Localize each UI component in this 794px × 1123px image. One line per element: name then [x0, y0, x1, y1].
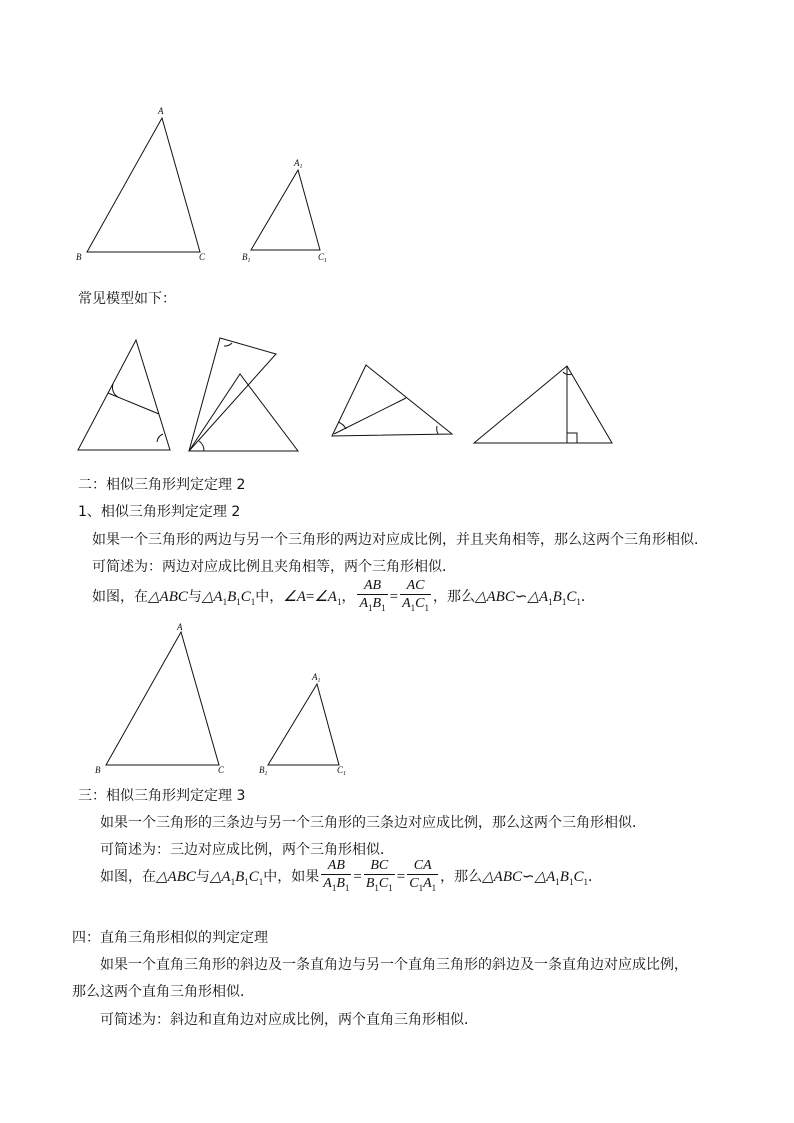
model-2 [189, 338, 298, 451]
triangle-abc [87, 118, 200, 252]
section3-statement: 如果一个三角形的三条边与另一个三角形的三条边对应成比例，那么这两个三角形相似． [100, 815, 646, 831]
label-c1: $C_1$ [337, 765, 347, 777]
section2-example: 如图，在△ABC与$\triangle A_1B_1C_1$中，$\angle A=\angle A_1$， $\frac{AB}{A_1B_1}$ = $\frac{AC}{A_1C_1}$ ，那么$\triangle ABC∽\triangle A_1B_1C_1$． [92, 577, 595, 620]
model-3 [332, 365, 452, 436]
triangle-a1b1c1 [251, 170, 320, 250]
fraction-bc: $\frac{BC}{B_1C_1}$ [365, 858, 393, 893]
section2-title: 二：相似三角形判定定理 2 [78, 477, 246, 493]
section2-item: 1、相似三角形判定定理 2 [78, 504, 241, 520]
label-a1: $A_1$ [312, 672, 321, 684]
model-1 [78, 340, 170, 450]
section4-statement-line1: 如果一个直角三角形的斜边及一条直角边与另一个直角三角形的斜边及一条直角边对应成比例， [100, 957, 688, 973]
models-label: 常见模型如下： [78, 291, 176, 307]
label-a: A [158, 106, 164, 116]
section3-title: 三：相似三角形判定定理 3 [78, 788, 246, 804]
tri-a1b1c1: $\triangle A_1B_1C_1$ [201, 588, 256, 607]
label-a1: $A_1$ [294, 158, 303, 170]
section4-title: 四：直角三角形相似的判定定理 [72, 930, 268, 946]
figure-similar-triangles-1 [0, 100, 794, 270]
fraction-ca: $\frac{CA}{C_1A_1}$ [409, 858, 437, 893]
label-b: B [76, 252, 82, 262]
section3-brief: 可简述为：三边对应成比例，两个三角形相似． [100, 842, 394, 858]
section3-example: 如图，在△ABC与$\triangle A_1B_1C_1$中，如果 $\frac{AB}{A_1B_1}$ = $\frac{BC}{B_1C_1}$ = $\frac{CA}{C_1A_1}$ ，那么$\triangle ABC∽\triangle A_1B_1C_1$． [100, 857, 602, 900]
fraction-ac: $\frac{AC}{A_1C_1}$ [402, 578, 429, 613]
model-4 [474, 366, 612, 443]
section4-brief: 可简述为：斜边和直角边对应成比例，两个直角三角形相似． [100, 1012, 478, 1028]
label-b1: $B_1$ [259, 765, 268, 777]
section4-statement-line2: 那么这两个直角三角形相似． [72, 984, 254, 1000]
section2-statement: 如果一个三角形的两边与另一个三角形的两边对应成比例，并且夹角相等，那么这两个三角形相似． [92, 532, 708, 548]
tri-abc: △ABC [148, 588, 188, 605]
fraction-ab: $\frac{AB}{A_1B_1}$ [359, 578, 386, 613]
label-a: A [177, 622, 183, 632]
figure-common-models [0, 330, 794, 460]
label-c1: $C_1$ [318, 252, 328, 264]
triangle-a1b1c1 [268, 684, 339, 765]
fraction-ab: $\frac{AB}{A_1B_1}$ [323, 858, 350, 893]
label-c: C [199, 252, 206, 262]
label-b1: $B_1$ [242, 252, 251, 264]
triangle-abc [106, 632, 219, 765]
label-b: B [95, 765, 101, 775]
figure-similar-triangles-2 [0, 620, 794, 785]
label-c: C [218, 765, 225, 775]
section2-brief: 可简述为：两边对应成比例且夹角相等，两个三角形相似． [92, 559, 456, 575]
